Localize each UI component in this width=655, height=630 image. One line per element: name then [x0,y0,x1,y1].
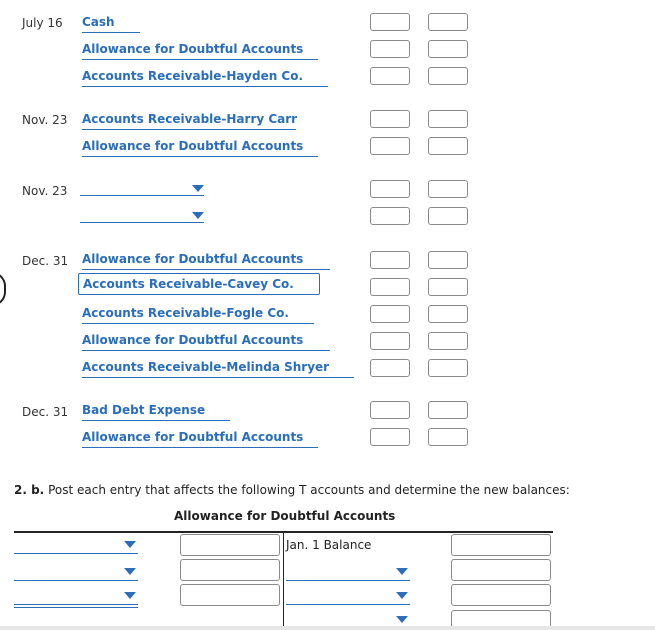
instruction-body: Post each entry that affects the following T accounts and determine the new balances: [48,483,570,497]
chevron-down-icon [124,541,136,548]
entry-date: Nov. 23 [22,184,68,198]
chevron-down-icon [396,568,408,575]
debit-input[interactable] [370,359,410,377]
journal-account-select[interactable]: Allowance for Doubtful Accounts [82,42,318,60]
credit-input[interactable] [428,401,468,419]
debit-input[interactable] [370,67,410,85]
instruction-text [14,483,570,497]
credit-input[interactable] [428,207,468,225]
journal-account-select[interactable]: Allowance for Doubtful Accounts [82,333,330,351]
t-credit-amount-input[interactable] [451,584,551,606]
credit-input[interactable] [428,305,468,323]
journal-account-dropdown[interactable] [80,208,204,223]
debit-input[interactable] [370,305,410,323]
t-credit-account-dropdown[interactable] [286,584,410,605]
credit-input[interactable] [428,180,468,198]
journal-account-dropdown[interactable] [80,181,204,196]
credit-input[interactable] [428,251,468,269]
journal-account-select[interactable]: Accounts Receivable-Hayden Co. [82,69,328,87]
debit-input[interactable] [370,110,410,128]
t-debit-account-dropdown[interactable] [14,560,138,581]
journal-account-select[interactable]: Bad Debt Expense [82,403,230,421]
t-debit-amount-input[interactable] [180,534,280,556]
chevron-down-icon [396,592,408,599]
chevron-down-icon [192,212,204,219]
debit-input[interactable] [370,137,410,155]
t-credit-balance-label: Jan. 1 Balance [286,538,372,552]
debit-input[interactable] [370,40,410,58]
debit-input[interactable] [370,332,410,350]
t-credit-amount-input[interactable] [451,559,551,581]
total-underline [14,607,138,608]
entry-date: Dec. 31 [22,254,69,268]
debit-input[interactable] [370,207,410,225]
credit-input[interactable] [428,40,468,58]
debit-input[interactable] [370,180,410,198]
credit-input[interactable] [428,359,468,377]
chevron-down-icon [396,616,408,623]
journal-account-select[interactable]: Allowance for Doubtful Accounts [82,139,318,157]
question-number: 2. b. [14,483,45,497]
entry-date: July 16 [22,16,63,30]
t-debit-amount-input[interactable] [180,584,280,606]
partial-page-element [0,272,6,306]
journal-account-select[interactable]: Cash [82,15,140,33]
journal-account-select[interactable]: Allowance for Doubtful Accounts [82,430,318,448]
credit-input[interactable] [428,428,468,446]
entry-date: Dec. 31 [22,405,69,419]
chevron-down-icon [124,568,136,575]
journal-account-select[interactable]: Accounts Receivable-Harry Carr [82,112,296,130]
credit-input[interactable] [428,137,468,155]
t-account-title: Allowance for Doubtful Accounts [174,509,396,523]
chevron-down-icon [192,185,204,192]
credit-input[interactable] [428,13,468,31]
debit-input[interactable] [370,13,410,31]
t-debit-amount-input[interactable] [180,559,280,581]
credit-input[interactable] [428,332,468,350]
journal-account-select[interactable]: Accounts Receivable-Fogle Co. [82,306,314,324]
debit-input[interactable] [370,401,410,419]
entry-date: Nov. 23 [22,113,68,127]
t-credit-amount-input[interactable] [451,534,551,556]
credit-input[interactable] [428,110,468,128]
chevron-down-icon [124,592,136,599]
t-debit-account-dropdown[interactable] [14,584,138,605]
journal-account-select[interactable]: Allowance for Doubtful Accounts [82,252,330,270]
debit-input[interactable] [370,428,410,446]
t-credit-account-dropdown[interactable] [286,606,410,624]
scroll-edge [0,626,655,630]
t-debit-account-dropdown[interactable] [14,533,138,554]
journal-account-select[interactable]: Accounts Receivable-Melinda Shryer [82,360,354,378]
credit-input[interactable] [428,67,468,85]
journal-account-select-focused[interactable]: Accounts Receivable-Cavey Co. [78,273,320,295]
t-credit-account-dropdown[interactable] [286,560,410,581]
credit-input[interactable] [428,278,468,296]
debit-input[interactable] [370,251,410,269]
debit-input[interactable] [370,278,410,296]
t-account-divider [283,531,284,630]
